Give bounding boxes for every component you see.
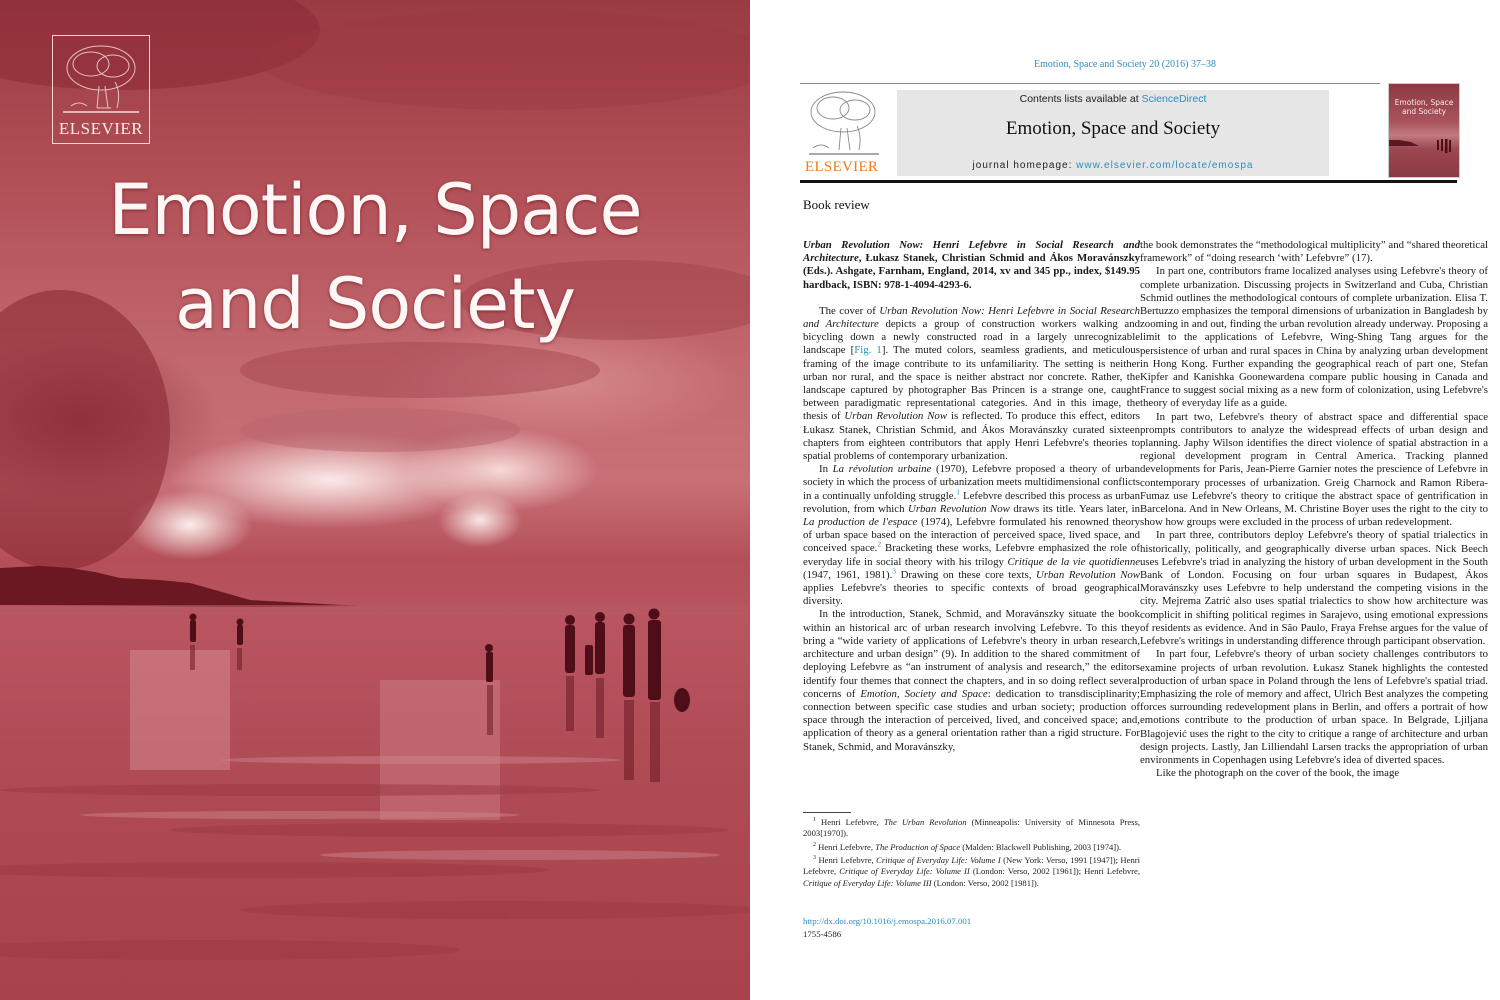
cover-thumbnail[interactable] <box>1388 83 1460 178</box>
doi-link[interactable]: http://dx.doi.org/10.1016/j.emospa.2016.07.001 <box>803 916 972 926</box>
contents-prefix: Contents lists available at <box>1019 93 1142 105</box>
paragraph: In the introduction, Stanek, Schmid, and Moravánszky situate the book within an historical arc of urban research involving Lefebvre. To this they bring a “wide variety of applications of Lefebvre's theory in urban research, architecture and urban design” (9). In addition to the shared commitment of deploying Lefebvre as “an instrument of analysis and research,” the editors identify four themes that connect the chapters, and in so doing reflect several concerns of Emotion, Society and Space: dedication to transdisciplinarity; connection between specific case studies and urban society; production of space through the interaction of perceived, lived, and conceived space; and, application of theory as a general orientation rather than a rigid structure. For Stanek, Schmid, and Moravánszky, <box>803 608 1140 753</box>
journal-title: Emotion, Space and Society <box>1005 118 1221 139</box>
cover-publisher-name: ELSEVIER <box>58 119 144 138</box>
paragraph: In part three, contributors deploy Lefebvre's theory of spatial trialectics in historically, politically, and geographically diverse urban spaces. Nick Beech uses Lefebvre's triad in analyzing the history of urban development in the South Bank of London. Focusing on four urban squares in Budapest, Ákos Moravánszky uses Lefebvre to help understand the competing visions in the city. Mejrema Zatrić also uses spatial trialectics to show how architecture was complicit in shifting political regimes in Sarajevo, using emotional expressions of residents as evidence. And in São Paulo, Fraya Frehse argues for the value of Lefebvre's writings in understanding difference through participant observation. <box>1140 529 1488 648</box>
paragraph: the book demonstrates the “methodological multiplicity” and “shared theoretical framework” of “doing research ‘with’ Lefebvre” (17). <box>1140 239 1488 265</box>
homepage-prefix: journal homepage: <box>972 160 1077 171</box>
footnote-3: $^3$ Henri Lefebvre, Critique of Everyday Life: Volume I (New York: Verso, 1991 [1947]); Henri Lefebvre, Critique of Everyday Life: Volume II (London: Verso, 2002 [1961]); Henri Lefebvre, Critique of Everyday Life: Volume III (London: Verso, 2002 [1981]). <box>803 854 1141 888</box>
journal-homepage <box>897 160 1329 171</box>
footnote-2: $^2$ Henri Lefebvre, The Production of Space (Malden: Blackwell Publishing, 2003 [1974]). <box>813 841 1122 852</box>
cover-title-line-2: and Society <box>174 263 576 345</box>
publisher-name: ELSEVIER <box>805 159 879 175</box>
thumbnail-scene <box>1389 84 1459 177</box>
book-reference <box>803 239 1140 292</box>
cover-title-line-1: Emotion, Space <box>108 169 642 251</box>
footnote-ref-1[interactable]: 1 <box>956 487 961 497</box>
paragraph: In part four, Lefebvre's theory of urban society challenges contributors to examine projects of urban revolution. Łukasz Stanek highlights the contested production of urban space in Poland through the lens of Lefebvre's spatial triad. Emphasizing the role of memory and affect, Ulrich Best analyzes the competing forces surrounding redevelopment plans in Berlin, and offers a portrait of how emotions contribute to the production of urban space. In Belgrade, Ljiljana Blagojević uses the right to the city to critique a range of architecture and urban design projects. Lastly, Jan Lilliendahl Larsen tracks the appropriation of urban environments in Copenhagen using Lefebvre's idea of diverted spaces. <box>1140 648 1488 766</box>
sciencedirect-link[interactable]: ScienceDirect <box>1141 93 1207 105</box>
paragraph: In part one, contributors frame localized analyses using Lefebvre's theory of complete urbanization. Discussing projects in Switzerland and Cuba, Christian Schmid outlines the methodological contours of complete urbanization. Elisa T. Bertuzzo emphasizes the temporal dimensions of urbanization in Bangladesh by zooming in and out, finding the urban revolution already underway. Proposing a limit to the applications of Lefebvre, Wing-Shing Tang argues for the persistence of urban and rural spaces in China by analyzing urban development in Hong Kong. Further expanding the geographical reach of part one, Stefan Kipfer and Kanishka Goonewardena compare public housing in Canada and France to suggest social mixing as a new form of colonization, using Lefebvre's theory of everyday life as a guide. <box>1140 265 1488 410</box>
paragraph: In La révolution urbaine (1970), Lefebvre proposed a theory of urban society in which the process of urbanization meets multidimensional conflicts in a continually unfolding struggle.$^1$ Lefebvre described this process as urban revolution, from which Urban Revolution Now draws its title. Years later, in La production de l'espace (1974), Lefebvre formulated his renowned theory of urban space based on the interaction of perceived space, lived space, and conceived space.$^2$ Bracketing these works, Lefebvre emphasized the role of everyday life in social theory with his trilogy Critique de la vie quotidienne (1947, 1961, 1981).$^3$ Drawing on these core texts, Urban Revolution Now applies Lefebvre's theories to specific contexts of broad geographical diversity. <box>803 463 1141 608</box>
right-column <box>1140 239 1488 780</box>
journal-citation[interactable]: Emotion, Space and Society 20 (2016) 37–38 <box>1034 59 1216 70</box>
figure-link[interactable]: Fig. 1 <box>854 344 882 357</box>
header-rule <box>800 180 1457 183</box>
homepage-link[interactable]: www.elsevier.com/locate/emospa <box>1076 160 1254 171</box>
header-divider <box>800 83 1380 84</box>
issn: 1755-4586 <box>803 929 842 939</box>
paragraph: Like the photograph on the cover of the book, the image <box>1156 767 1400 780</box>
article-type: Book review <box>803 197 870 212</box>
paragraph: In part two, Lefebvre's theory of abstract space and differential space prompts contributors to analyze the widespread effects of urban design and planning. Japhy Wilson identifies the direct violence of spatial abstraction in a regional development program in Central America. Tracking planned developments for Paris, Jean-Pierre Garnier notes the prescience of Lefebvre in contemporary processes of urbanization. Greig Charnock and Ramon Ribera-Fumaz use Lefebvre's theory to critique the abstract space of gentrification in Barcelona. And in New Orleans, M. Christine Boyer uses the right to the city to show how groups were excluded in the process of urban redevelopment. <box>1140 410 1488 529</box>
footnote-1: $^1$ Henri Lefebvre, The Urban Revolution (Minneapolis: University of Minnesota Press, 2003[1970]). <box>803 816 1141 839</box>
left-column <box>803 239 1140 754</box>
tree-icon <box>805 88 881 158</box>
book-title: Urban Revolution Now: Henri Lefebvre in Social Research and Architecture <box>803 239 1140 265</box>
book-details: , Łukasz Stanek, Christian Schmid and Ákos Moravánszky (Eds.). Ashgate, Farnham, England, 2014, xv and 345 pp., index, $149.95 hardback, ISBN: 978-1-4094-4293-6. <box>803 252 1140 291</box>
tree-icon <box>53 36 149 116</box>
footnote-ref-3[interactable]: 3 <box>892 566 897 576</box>
thumbnail-title: Emotion, Space and Society <box>1394 98 1454 116</box>
footnote-divider <box>803 812 851 813</box>
contents-availability <box>897 93 1329 105</box>
footnote-ref-2[interactable]: 2 <box>877 539 882 549</box>
article-page <box>750 0 1500 1000</box>
footnotes <box>803 815 1140 889</box>
journal-banner <box>897 90 1329 176</box>
elsevier-cover-logo <box>52 35 150 144</box>
paragraph: The cover of Urban Revolution Now: Henri Lefebvre in Social Research and Architecture depicts a group of construction workers walking and bicycling down a newly constructed road in a largely unrecognizable landscape [Fig. 1]. The muted colors, seamless gradients, and meticulous framing of the image contribute to its unfamiliarity. The setting is neither urban nor rural, and the space is neither abstract nor concrete. Rather, the landscape captured by photographer Bas Princen is a strange one, caught between paradigmatic representational categories. And in this image, the thesis of Urban Revolution Now is reflected. To produce this effect, editors Łukasz Stanek, Christian Schmid, and Ákos Moravánszky curated sixteen chapters from eighteen contributors that apply Henri Lefebvre's theories to spatial problems of contemporary urbanization. <box>803 304 1140 463</box>
elsevier-logo[interactable] <box>805 88 881 176</box>
